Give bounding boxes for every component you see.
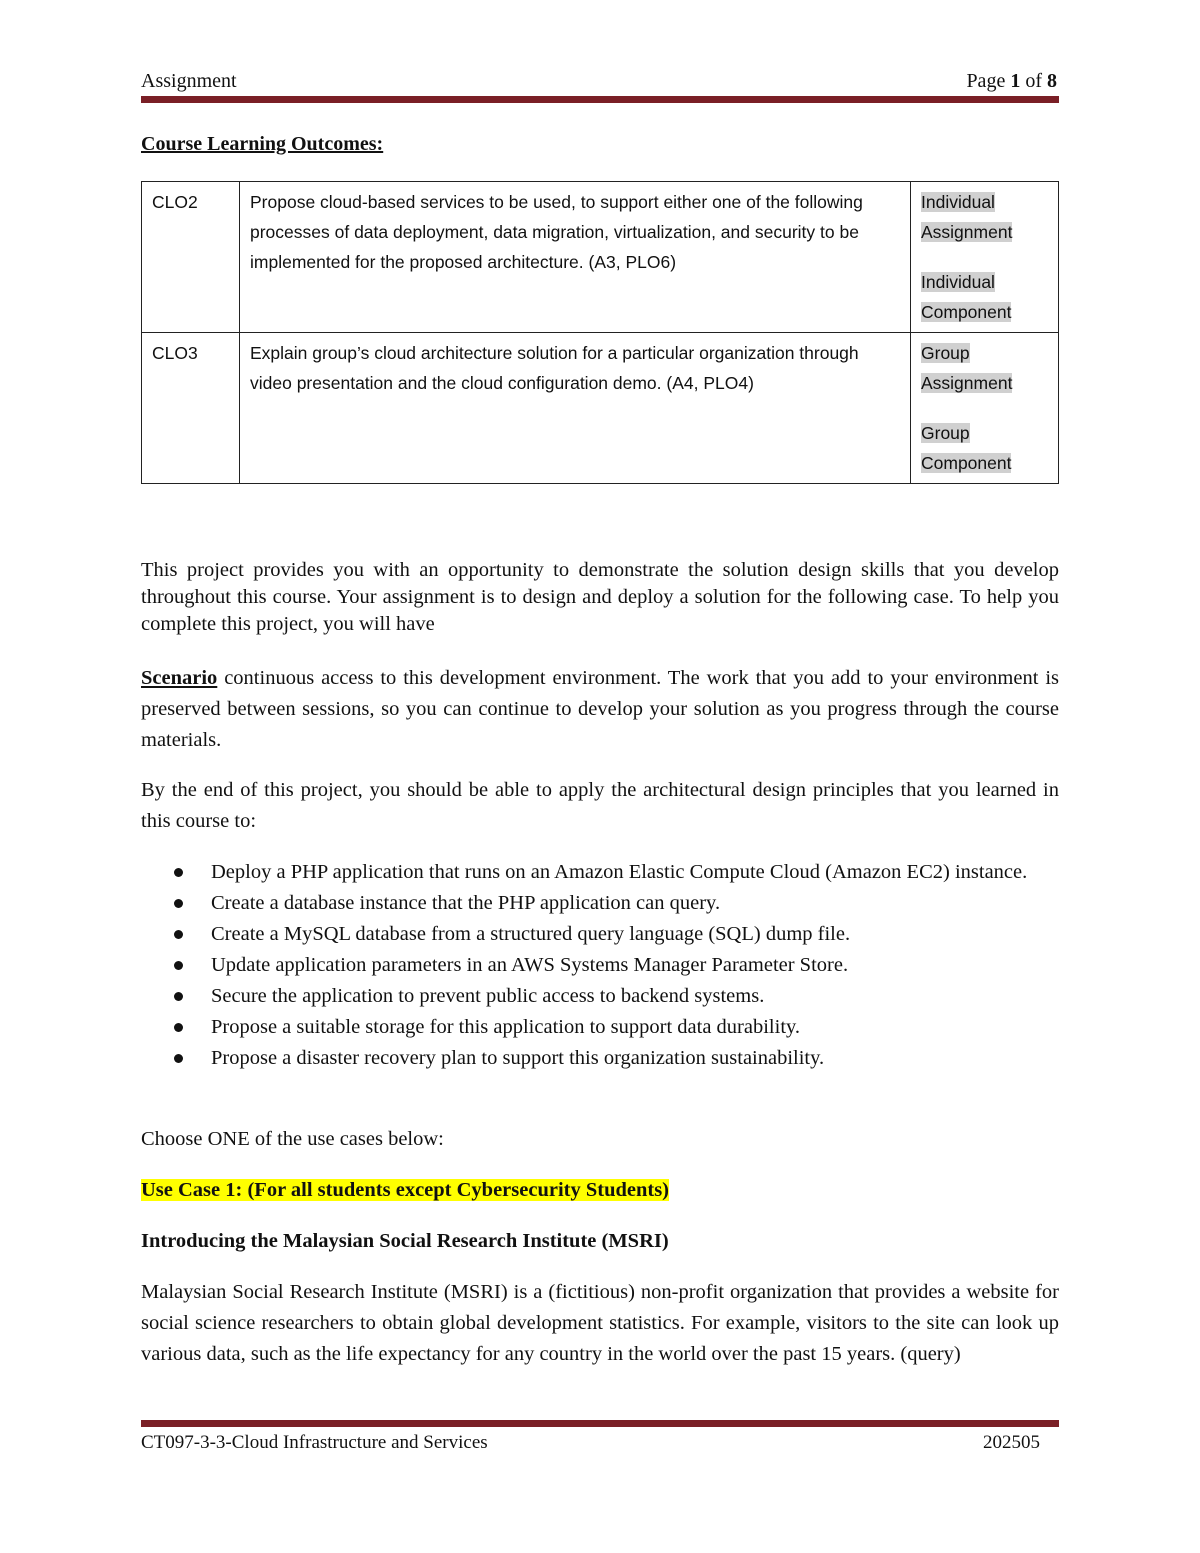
list-item: Propose a disaster recovery plan to support this organization sustainability. — [141, 1043, 1059, 1074]
list-item: Propose a suitable storage for this application to support data durability. — [141, 1012, 1059, 1043]
list-item: Create a MySQL database from a structured query language (SQL) dump file. — [141, 919, 1059, 950]
bullet-icon — [174, 899, 183, 908]
clo-component: Group Assignment Group Component — [911, 333, 1059, 484]
clo-title: Course Learning Outcomes: — [141, 133, 384, 155]
bullet-icon — [174, 961, 183, 970]
bullet-icon — [174, 930, 183, 939]
intro-paragraph: This project provides you with an opportunity to demonstrate the solution design skills that you develop throughout this course. Your assignment is to design and deploy a solution for the following case. To help you complete this project, you will have — [141, 559, 1059, 635]
bullet-icon — [174, 1054, 183, 1063]
use-case-heading: Use Case 1: (For all students except Cybersecurity Students) — [141, 1179, 670, 1201]
clo-row — [142, 333, 1059, 484]
scenario-label: Scenario — [141, 667, 218, 689]
footer-course: CT097-3-3-Cloud Infrastructure and Services — [141, 1432, 488, 1453]
clo-code: CLO3 — [142, 333, 240, 484]
clo-component: Individual Assignment Individual Component — [911, 182, 1059, 333]
msri-heading: Introducing the Malaysian Social Research Institute (MSRI) — [141, 1230, 669, 1252]
clo-description: Propose cloud-based services to be used, to support either one of the following processes of data deployment, data migration, virtualization, and security to be implemented for the proposed architecture. (A3, PLO6) — [240, 182, 911, 333]
scenario-paragraph: Scenario continuous access to this development environment. The work that you add to your environment is preserved between sessions, so you can continue to develop your solution as you progress through the course materials. — [141, 667, 1059, 751]
by-end-paragraph: By the end of this project, you should be able to apply the architectural design principles that you learned in this course to: — [141, 779, 1059, 832]
list-item: Deploy a PHP application that runs on an Amazon Elastic Compute Cloud (Amazon EC2) instance. — [141, 857, 1059, 888]
bullet-icon — [174, 1023, 183, 1032]
list-item: Update application parameters in an AWS Systems Manager Parameter Store. — [141, 950, 1059, 981]
page-number: Page 1 of 8 — [966, 70, 1057, 92]
list-item: Create a database instance that the PHP application can query. — [141, 888, 1059, 919]
bullet-icon — [174, 992, 183, 1001]
footer-code: 202505 — [983, 1432, 1040, 1453]
clo-row — [142, 182, 1059, 333]
header-rule — [141, 96, 1059, 103]
clo-code: CLO2 — [142, 182, 240, 333]
list-item: Secure the application to prevent public access to backend systems. — [141, 981, 1059, 1012]
choose-text: Choose ONE of the use cases below: — [141, 1128, 444, 1150]
header-title: Assignment — [141, 70, 237, 92]
clo-description: Explain group’s cloud architecture solution for a particular organization through video presentation and the cloud configuration demo. (A4, PLO4) — [240, 333, 911, 484]
msri-paragraph: Malaysian Social Research Institute (MSRI) is a (fictitious) non-profit organization that provides a website for social science researchers to obtain global development statistics. For example, visitors to the site can look up various data, such as the life expectancy for any country in the world over the past 15 years. (query) — [141, 1281, 1059, 1365]
bullet-icon — [174, 868, 183, 877]
clo-table — [141, 181, 1059, 484]
footer-rule — [141, 1420, 1059, 1427]
objectives-list — [141, 857, 1059, 1074]
